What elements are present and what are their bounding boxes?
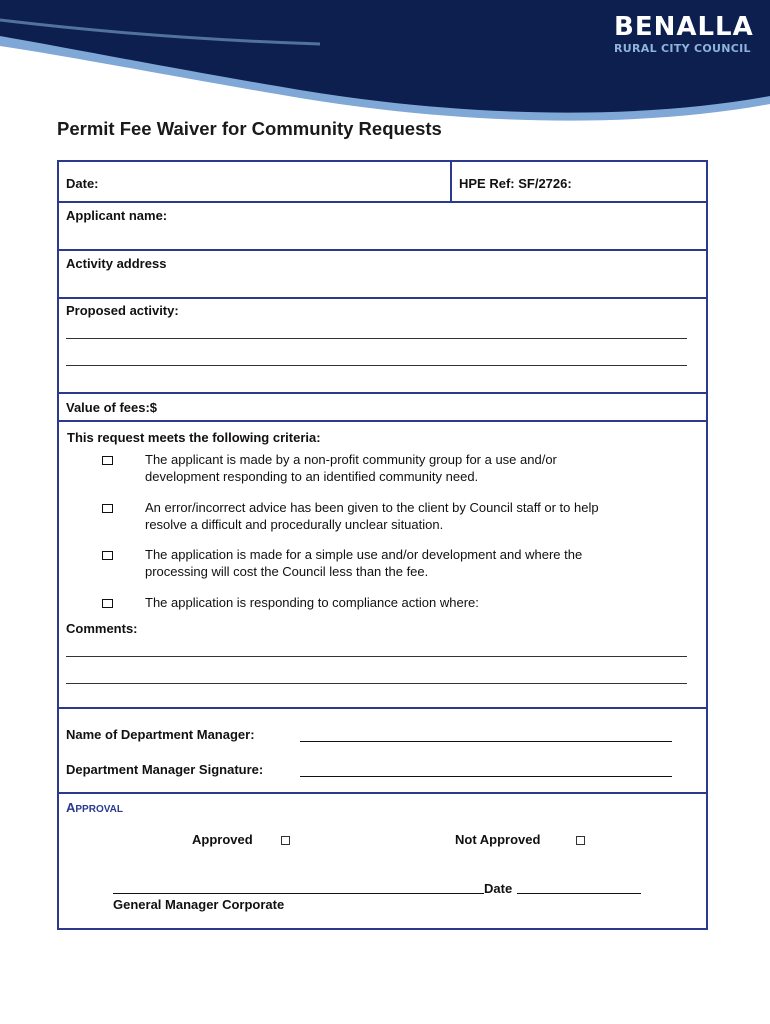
gm-corporate-label: General Manager Corporate xyxy=(113,897,285,912)
not-approved-label: Not Approved xyxy=(455,832,541,847)
dept-manager-signature-line[interactable] xyxy=(300,776,672,777)
approval-heading: APPROVAL xyxy=(66,800,123,815)
criteria-4-text: The application is responding to compliance action where: xyxy=(145,595,479,610)
divider xyxy=(59,420,706,422)
page-title: Permit Fee Waiver for Community Requests xyxy=(57,118,442,139)
applicant-name-label: Applicant name: xyxy=(66,208,168,223)
date-signature-label: Date xyxy=(484,881,513,896)
hpe-ref-label: HPE Ref: SF/2726: xyxy=(459,176,572,191)
comments-line-2[interactable] xyxy=(66,683,687,684)
criteria-1-checkbox[interactable] xyxy=(102,456,113,465)
divider xyxy=(59,249,706,251)
activity-address-label: Activity address xyxy=(66,256,167,271)
approved-label: Approved xyxy=(192,832,253,847)
value-of-fees-label: Value of fees:$ xyxy=(66,400,158,415)
divider xyxy=(59,201,706,203)
criteria-1-text: The applicant is made by a non-profit community group for a use and/or development responding to an identified community need. xyxy=(145,452,557,484)
criteria-heading: This request meets the following criteria: xyxy=(67,430,321,445)
criteria-2-text: An error/incorrect advice has been given to the client by Council staff or to help resolve a difficult and procedurally unclear situation. xyxy=(145,500,599,532)
criteria-2-checkbox[interactable] xyxy=(102,504,113,513)
comments-label: Comments: xyxy=(66,621,138,636)
dept-manager-name-line[interactable] xyxy=(300,741,672,742)
dept-manager-name-label: Name of Department Manager: xyxy=(66,727,255,742)
divider xyxy=(59,792,706,794)
gm-signature-line[interactable] xyxy=(113,893,484,894)
header-banner xyxy=(0,0,770,125)
date-label: Date: xyxy=(66,176,99,191)
approved-checkbox[interactable] xyxy=(281,836,290,845)
date-signature-line[interactable] xyxy=(517,893,641,894)
comments-line-1[interactable] xyxy=(66,656,687,657)
council-logo-name: BENALLA xyxy=(614,12,754,42)
council-logo-subtitle: RURAL CITY COUNCIL xyxy=(614,42,751,55)
divider xyxy=(59,297,706,299)
permit-form xyxy=(57,160,708,930)
proposed-activity-line-2[interactable] xyxy=(66,365,687,366)
divider xyxy=(450,162,452,202)
proposed-activity-label: Proposed activity: xyxy=(66,303,179,318)
not-approved-checkbox[interactable] xyxy=(576,836,585,845)
proposed-activity-line-1[interactable] xyxy=(66,338,687,339)
criteria-3-checkbox[interactable] xyxy=(102,551,113,560)
divider xyxy=(59,392,706,394)
criteria-3-text: The application is made for a simple use and/or development and where the processing will cost the Council less than the fee. xyxy=(145,547,583,579)
dept-manager-signature-label: Department Manager Signature: xyxy=(66,762,264,777)
divider xyxy=(59,707,706,709)
criteria-4-checkbox[interactable] xyxy=(102,599,113,608)
